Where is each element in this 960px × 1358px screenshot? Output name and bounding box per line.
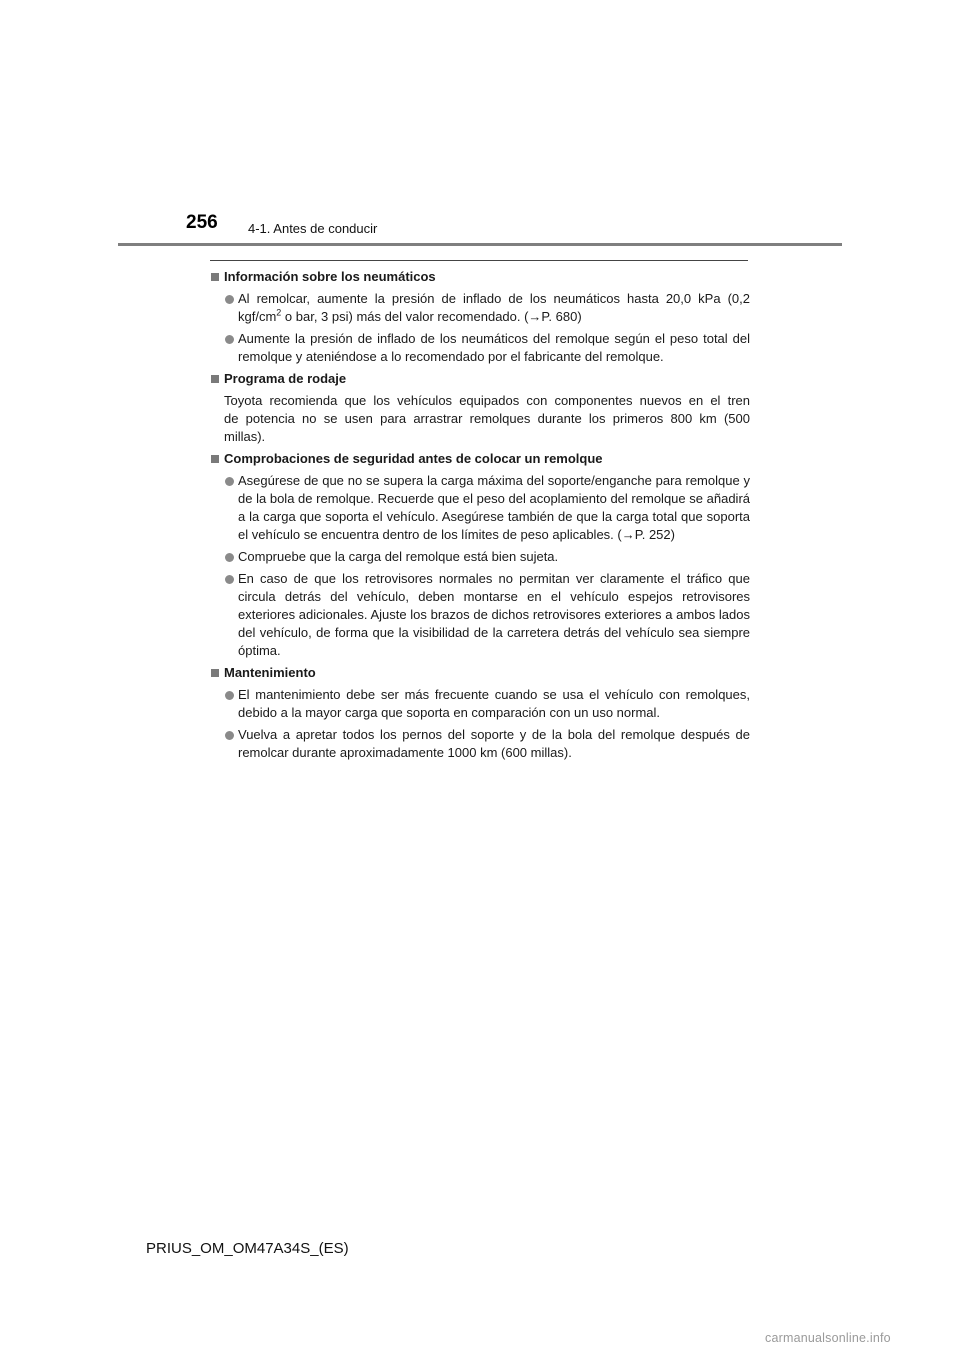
page-content xyxy=(210,268,750,766)
section-heading xyxy=(210,664,750,682)
section-heading xyxy=(210,370,750,388)
circle-bullet-icon xyxy=(225,731,234,740)
heading-text: Información sobre los neumáticos xyxy=(224,269,436,284)
item-text: Vuelva a apretar todos los pernos del soporte y de la bola del remolque después de remolcar durante aproximadamente 1000 km (600 millas). xyxy=(238,727,750,760)
heading-text: Comprobaciones de seguridad antes de colocar un remolque xyxy=(224,451,603,466)
list-item xyxy=(210,330,750,366)
item-text: Aumente la presión de inflado de los neumáticos del remolque según el peso total del remolque y ateniéndose a lo recomendado por el fabricante del remolque. xyxy=(238,331,750,364)
item-text: Compruebe que la carga del remolque está bien sujeta. xyxy=(238,549,559,564)
item-text: El mantenimiento debe ser más frecuente cuando se usa el vehículo con remolques, debido a la mayor carga que soporta en comparación con un uso normal. xyxy=(238,687,750,720)
item-text-part: o bar, 3 psi) más del valor recomendado. (→P. 680) xyxy=(281,309,582,324)
superscript: 2 xyxy=(276,307,282,318)
list-item xyxy=(210,726,750,762)
item-text: En caso de que los retrovisores normales no permitan ver claramente el tráfico que circula detrás del vehículo, deben montarse en el vehículo espejos retrovisores exteriores adicionales. Ajuste los brazos de dichos retrovisores exteriores a ambos lados del vehículo, de forma que la visibilidad de la carretera detrás del vehículo sea siempre óptima. xyxy=(238,571,750,658)
item-text-part: Al remolcar, aumente la presión de inflado de los neumáticos hasta 20,0 kPa (0,2 kgf/cm xyxy=(238,291,750,324)
circle-bullet-icon xyxy=(225,335,234,344)
list-item xyxy=(210,686,750,722)
square-bullet-icon xyxy=(211,669,219,677)
chapter-title: 4-1. Antes de conducir xyxy=(248,221,378,236)
item-text: Asegúrese de que no se supera la carga máxima del soporte/enganche para remolque y de la bola de remolque. Recuerde que el peso del acoplamiento del remolque se añadirá a la carga que soporta el vehículo. Asegúrese también de que la carga total que soporta el vehículo se encuentra dentro de los límites de peso aplicables. (→P. 252) xyxy=(238,473,750,542)
watermark: carmanualsonline.info xyxy=(765,1331,891,1345)
section-rule xyxy=(210,260,748,261)
section-heading xyxy=(210,450,750,468)
square-bullet-icon xyxy=(211,375,219,383)
list-item xyxy=(210,472,750,544)
list-item xyxy=(210,548,750,566)
list-item xyxy=(210,290,750,326)
square-bullet-icon xyxy=(211,273,219,281)
section-heading xyxy=(210,268,750,286)
heading-text: Mantenimiento xyxy=(224,665,316,680)
page-number: 256 xyxy=(186,212,218,233)
header-rule xyxy=(118,243,842,246)
list-item xyxy=(210,570,750,660)
paragraph: Toyota recomienda que los vehículos equipados con componentes nuevos en el tren de potencia no se usen para arrastrar remolques durante los primeros 800 km (500 millas). xyxy=(224,393,750,444)
circle-bullet-icon xyxy=(225,553,234,562)
circle-bullet-icon xyxy=(225,691,234,700)
heading-text: Programa de rodaje xyxy=(224,371,347,386)
circle-bullet-icon xyxy=(225,575,234,584)
circle-bullet-icon xyxy=(225,477,234,486)
document-code: PRIUS_OM_OM47A34S_(ES) xyxy=(146,1240,349,1257)
circle-bullet-icon xyxy=(225,295,234,304)
square-bullet-icon xyxy=(211,455,219,463)
